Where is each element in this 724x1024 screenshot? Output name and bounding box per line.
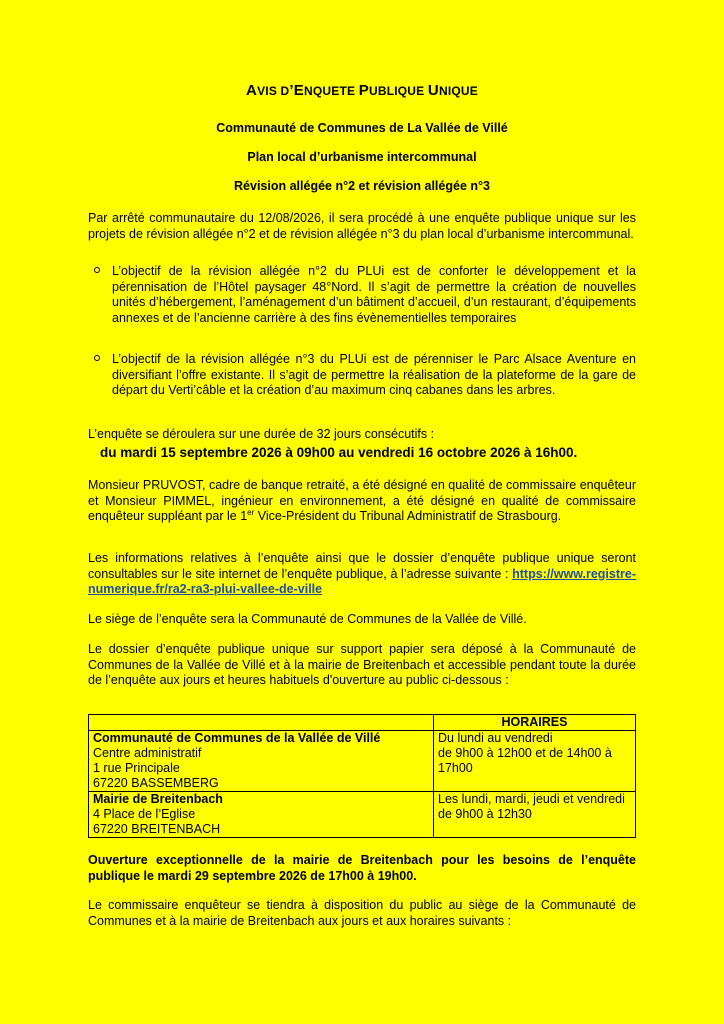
bullet-text: L’objectif de la révision allégée n°2 du PLUi est de conforter le développement et la pérennisation de l’Hôtel paysager 48°Nord. Il s’agit de permettre la création de nouvelles unités d’hébergement, l’aménagement d’un bâtiment d’accueil, d’un restaurant, d’équipements annexes et de l’ancienne carrière à des fins évènementielles temporaires [112, 264, 636, 325]
address-line: 1 rue Principale [93, 761, 180, 775]
location-cell [89, 792, 434, 838]
location-name: Mairie de Breitenbach [93, 792, 223, 806]
location-name: Communauté de Communes de la Vallée de Villé [93, 731, 381, 745]
intro-paragraph: Par arrêté communautaire du 12/08/2026, il sera procédé à une enquête publique unique sur les projets de révision allégée n°2 et de révision allégée n°3 du plan local d’urbanisme intercommunal. [88, 211, 636, 241]
enquiry-website-link[interactable]: https://www.registre-numerique.fr/ra2-ra3-plui-vallee-de-ville [88, 566, 636, 596]
document-title: AVIS D’ENQUETE PUBLIQUE UNIQUE [246, 82, 478, 99]
community-subtitle: Communauté de Communes de La Vallée de Villé [216, 121, 508, 135]
address-line: Centre administratif [93, 746, 202, 760]
plan-subtitle: Plan local d’urbanisme intercommunal [247, 150, 477, 164]
address-line: 67220 BREITENBACH [93, 822, 221, 836]
bullet-text: L’objectif de la révision allégée n°3 du PLUi est de pérenniser le Parc Alsace Aventure en diversifiant l’offre existante. Il s’agit de permettre la réalisation de la plateforme de la gare de départ du Verti’câble et la création d’au maximum cinq cabanes dans les arbres. [112, 352, 636, 397]
hours-line: 17h00 [438, 761, 473, 775]
bullet-circle-icon [94, 355, 100, 361]
bullet-revision-3 [112, 352, 636, 399]
bullet-revision-2 [112, 264, 636, 326]
table-row [89, 731, 636, 792]
location-cell [89, 731, 434, 792]
seat-paragraph: Le siège de l’enquête sera la Communauté de Communes de la Vallée de Villé. [88, 612, 527, 626]
commissioner-paragraph: Monsieur PRUVOST, cadre de banque retraité, a été désigné en qualité de commissaire enquêteur et Monsieur PIMMEL, ingénieur en environnement, a été désigné en qualité de commissaire enquêteur suppléant par le 1er Vice-Président du Tribunal Administratif de Strasbourg. [88, 478, 636, 523]
hours-line: Les lundi, mardi, jeudi et vendredi [438, 792, 625, 806]
paper-dossier-paragraph: Le dossier d’enquête publique unique sur support papier sera déposé à la Communauté de Communes de la Vallée de Villé et à la mairie de Breitenbach et accessible pendant toute la durée de l’enquête aux jours et heures habituels d'ouverture au public ci-dessous : [88, 642, 636, 687]
address-line: 67220 BASSEMBERG [93, 776, 219, 790]
closing-paragraph: Le commissaire enquêteur se tiendra à disposition du public au siège de la Communauté de Communes et à la mairie de Breitenbach aux jours et aux horaires suivants : [88, 898, 636, 928]
table-row [89, 792, 636, 838]
hours-line: de 9h00 à 12h30 [438, 807, 532, 821]
enquiry-dates: du mardi 15 septembre 2026 à 09h00 au vendredi 16 octobre 2026 à 16h00. [100, 445, 578, 460]
revision-subtitle: Révision allégée n°2 et révision allégée n°3 [234, 179, 490, 193]
opening-hours-table [88, 714, 636, 838]
duration-paragraph: L’enquête se déroulera sur une durée de 32 jours consécutifs : [88, 427, 435, 441]
address-line: 4 Place de l’Eglise [93, 807, 196, 821]
table-header-row [89, 715, 636, 731]
info-paragraph: Les informations relatives à l’enquête ainsi que le dossier d’enquête publique unique seront consultables sur le site internet de l’enquête publique, à l’adresse suivante : https://www.registre-numerique.fr/ra2-ra3-plui-vallee-de-ville [88, 551, 636, 596]
bullet-circle-icon [94, 267, 100, 273]
hours-cell [434, 731, 636, 792]
table-header-empty [89, 715, 434, 731]
hours-line: Du lundi au vendredi [438, 731, 553, 745]
table-header-hours: HORAIRES [434, 715, 636, 731]
hours-line: de 9h00 à 12h00 et de 14h00 à [438, 746, 612, 760]
hours-cell [434, 792, 636, 838]
exceptional-opening-paragraph: Ouverture exceptionnelle de la mairie de Breitenbach pour les besoins de l’enquête publique le mardi 29 septembre 2026 de 17h00 à 19h00. [88, 853, 636, 883]
